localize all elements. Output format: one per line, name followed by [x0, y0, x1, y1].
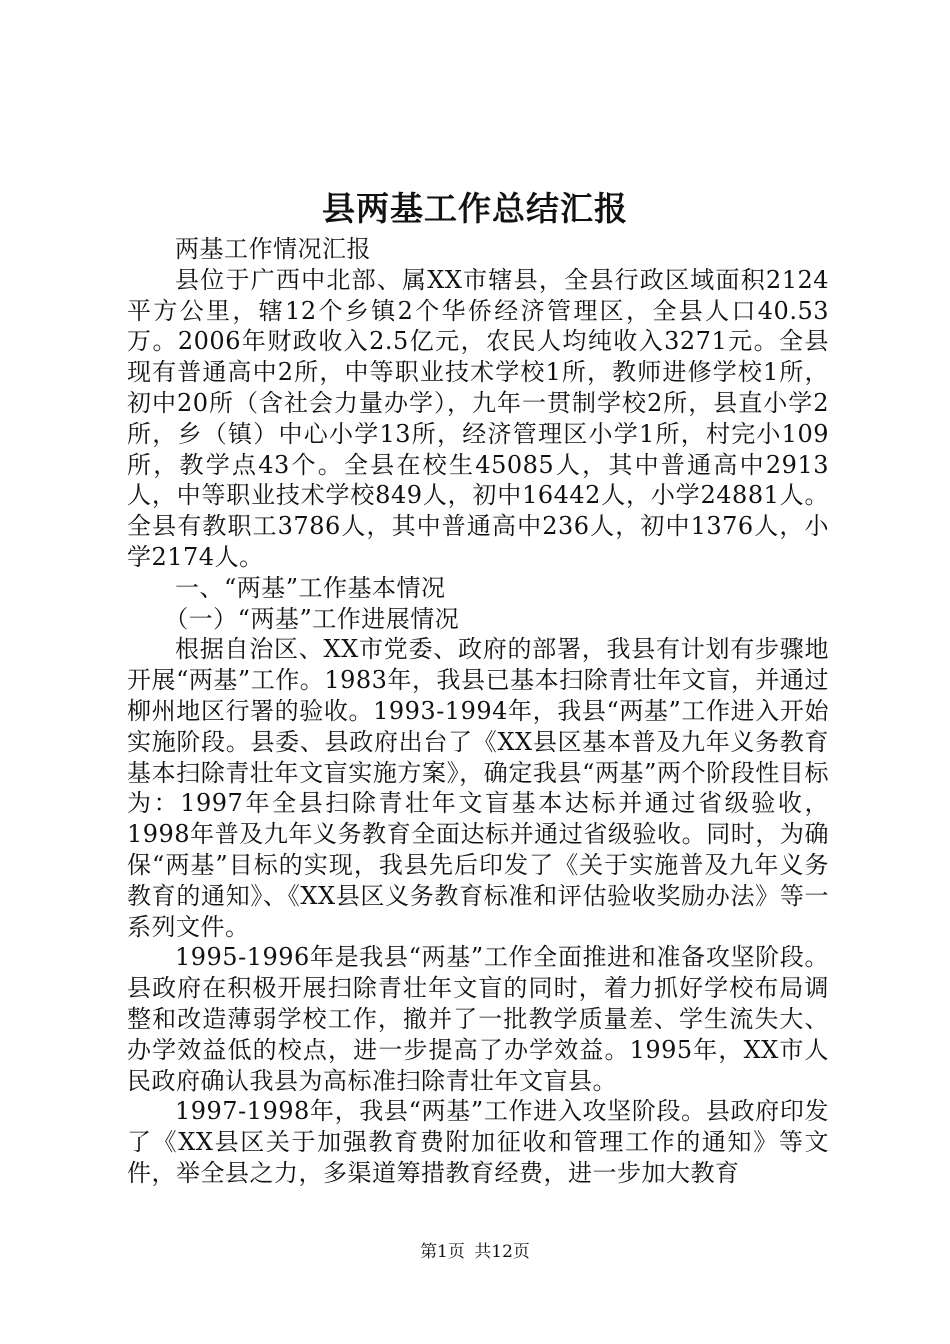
document-title: 县两基工作总结汇报 — [322, 189, 628, 228]
page-total: 共12页 — [474, 1242, 530, 1262]
page-number: 第1页 — [420, 1242, 465, 1262]
section-heading-1: 一、“两基”工作基本情况 — [175, 573, 446, 602]
paragraph-1995-1996: 1995-1996年是我县“两基”工作全面推进和准备攻坚阶段。县政府在积极开展扫除青壮年文盲的同时，着力抓好学校布局调整和改造薄弱学校工作，撤并了一批教学质量差、学生流失大、办学效益低的校点，进一步提高了办学效益。1995年，XX市人民政府确认我县为高标准扫除青壮年文盲县。 — [127, 943, 829, 1095]
paragraph-1997-1998: 1997-1998年，我县“两基”工作进入攻坚阶段。县政府印发了《XX县区关于加强教育费附加征收和管理工作的通知》等文件，举全县之力，多渠道筹措教育经费，进一步加大教育 — [127, 1097, 829, 1187]
paragraph-subtitle: 两基工作情况汇报 — [175, 235, 371, 263]
paragraph-progress: 根据自治区、XX市党委、政府的部署，我县有计划有步骤地开展“两基”工作。1983年，我县已基本扫除青壮年文盲，并通过柳州地区行署的验收。1993-1994年，我县“两基”工作进入开始实施阶段。县委、县政府出台了《XX县区基本普及九年义务教育基本扫除青壮年文盲实施方案》，确定我县“两基”两个阶段性目标为：1997年全县扫除青壮年文盲基本达标并通过省级验收，1998年普及九年义务教育全面达标并通过省级验收。同时，为确保“两基”目标的实现，我县先后印发了《关于实施普及九年义务教育的通知》、《XX县区义务教育标准和评估验收奖励办法》等一系列文件。 — [127, 635, 829, 941]
subsection-heading-1: （一）“两基”工作进展情况 — [164, 604, 460, 633]
page-footer — [0, 1240, 950, 1264]
document-body — [127, 234, 829, 1189]
paragraph-overview: 县位于广西中北部、属XX市辖县，全县行政区域面积2124平方公里，辖12个乡镇2个华侨经济管理区，全县人口40.53万。2006年财政收入2.5亿元，农民人均纯收入3271元。全县现有普通高中2所，中等职业技术学校1所，教师进修学校1所，初中20所（含社会力量办学），九年一贯制学校2所，县直小学2所，乡（镇）中心小学13所，经济管理区小学1所，村完小109所，教学点43个。全县在校生45085人，其中普通高中2913人，中等职业技术学校849人，初中16442人，小学24881人。全县有教职工3786人，其中普通高中236人，初中1376人，小学2174人。 — [127, 265, 829, 571]
